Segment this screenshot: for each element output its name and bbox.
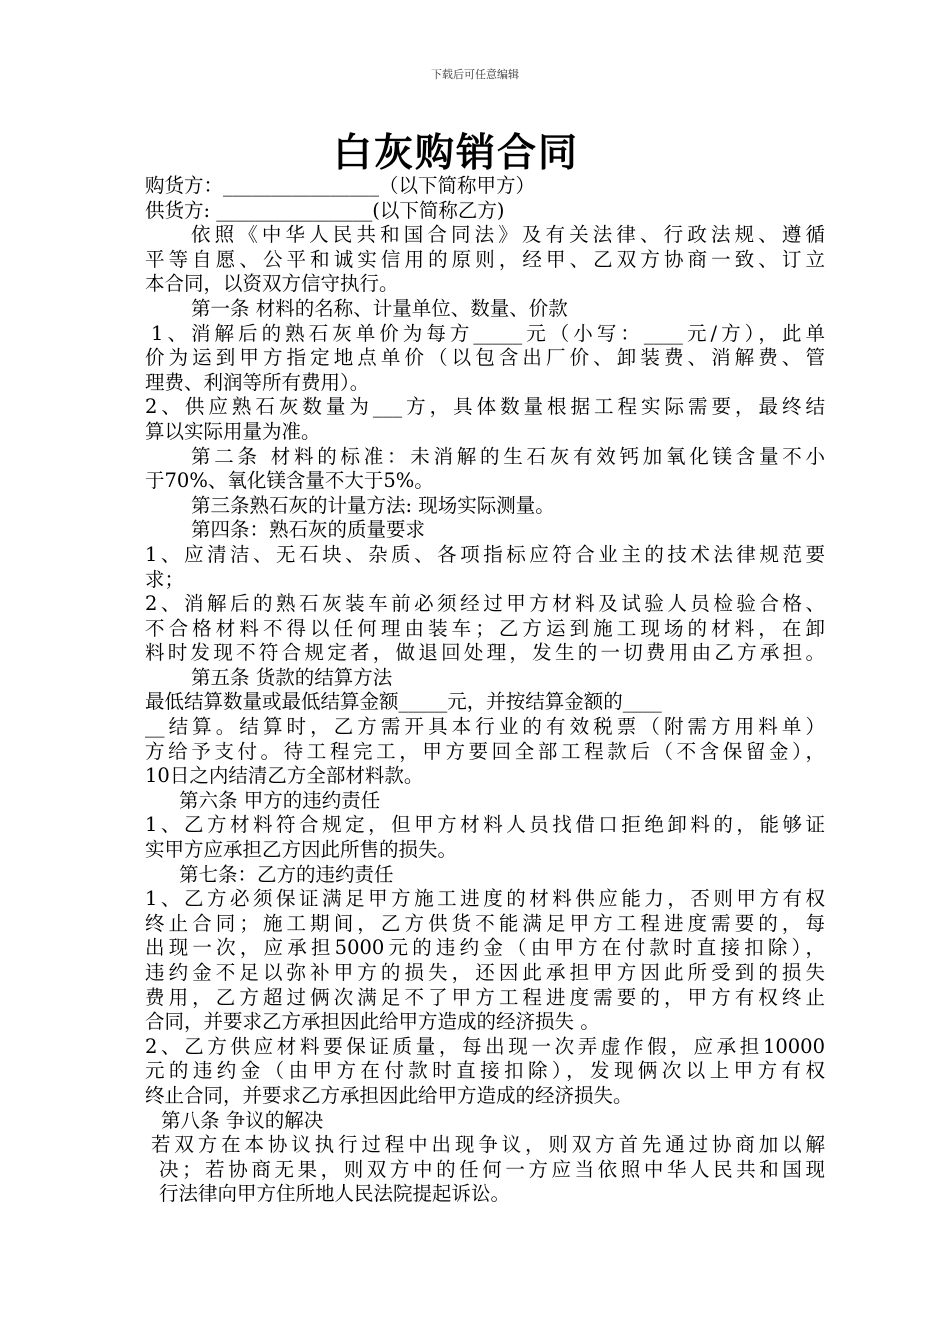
article-heading: 第四条：熟石灰的质量要求	[191, 518, 426, 542]
clause-line: 价为运到甲方指定地点单价（以包含出厂价、卸装费、消解费、管	[145, 346, 825, 370]
clause-line: 料时发现不符合规定者，做退回处理，发生的一切费用由乙方承担。	[145, 641, 825, 665]
clause-line: 终止合同；施工期间，乙方供货不能满足甲方工程进度需要的，每	[145, 911, 825, 935]
clause-line: 于70%、氧化镁含量不大于5%。	[145, 469, 434, 493]
clause-line: 元的违约金（由甲方在付款时直接扣除），发现俩次以上甲方有权	[145, 1059, 825, 1083]
page-title: 白灰购销合同	[332, 131, 579, 176]
article-heading: 第八条 争议的解决	[161, 1108, 324, 1132]
clause-line: 10日之内结清乙方全部材料款。	[145, 764, 424, 788]
article-heading: 第七条：乙方的违约责任	[179, 862, 394, 886]
preamble-line: 平等自愿、公平和诚实信用的原则，经甲、乙双方协商一致、订立	[145, 247, 825, 271]
clause-line: 算以实际用量为准。	[145, 419, 321, 443]
clause-line: 不合格材料不得以任何理由装车；乙方运到施工现场的材料，在卸	[145, 616, 825, 640]
clause-line: 1、乙方必须保证满足甲方施工进度的材料供应能力，否则甲方有权	[145, 887, 825, 911]
contract-body	[145, 174, 825, 1207]
clause-line: 1、乙方材料符合规定，但甲方材料人员找借口拒绝卸料的，能够证	[145, 813, 825, 837]
article-heading: 第五条 货款的结算方法	[191, 665, 393, 689]
clause-line: 费用，乙方超过俩次满足不了甲方工程进度需要的，甲方有权终止	[145, 985, 825, 1009]
clause-line: 合同，并要求乙方承担因此给甲方造成的经济损失 。	[145, 1010, 600, 1034]
article-heading: 第三条熟石灰的计量方法: 现场实际测量。	[191, 493, 555, 517]
clause-line: 2、消解后的熟石灰装车前必须经过甲方材料及试验人员检验合格、	[145, 592, 825, 616]
article-heading: 第六条 甲方的违约责任	[179, 788, 381, 812]
clause-line: 实甲方应承担乙方因此所售的损失。	[145, 838, 458, 862]
clause-line: __结算。结算时，乙方需开具本行业的有效税票（附需方用料单）	[145, 715, 825, 739]
clause-line: 2、供应熟石灰数量为___方，具体数量根据工程实际需要，最终结	[145, 395, 825, 419]
clause-line: 最低结算数量或最低结算金额_____元，并按结算金额的____	[145, 690, 662, 714]
header-note: 下载后可任意编辑	[431, 68, 519, 81]
preamble-line: 依照《中华人民共和国合同法》及有关法律、行政法规、遵循	[191, 223, 825, 247]
article-heading: 第二条 材料的标准：未消解的生石灰有效钙加氧化镁含量不小	[191, 444, 825, 468]
clause-line: 若双方在本协议执行过程中出现争议，则双方首先通过协商加以解	[151, 1133, 825, 1157]
clause-line: 决；若协商无果，则双方中的任何一方应当依照中华人民共和国现	[159, 1157, 825, 1181]
article-heading: 第一条 材料的名称、计量单位、数量、价款	[191, 296, 568, 320]
buyer-line: 购货方：________________（以下简称甲方）	[145, 174, 536, 197]
clause-line: 理费、利润等所有费用）。	[145, 370, 370, 394]
clause-line: 出现一次，应承担5000元的违约金（由甲方在付款时直接扣除），	[145, 936, 825, 960]
clause-line: 行法律向甲方住所地人民法院提起诉讼。	[159, 1182, 511, 1206]
clause-line: 违约金不足以弥补甲方的损失，还因此承担甲方因此所受到的损失	[145, 961, 825, 984]
supplier-line: 供货方: ________________(以下简称乙方)	[145, 198, 505, 222]
preamble-line: 本合同，以资双方信守执行。	[145, 272, 399, 296]
clause-line: 求；	[145, 567, 185, 591]
clause-line: 1、应清洁、无石块、杂质、各项指标应符合业主的技术法律规范要	[145, 542, 825, 566]
clause-line: 方给予支付。待工程完工，甲方要回全部工程款后（不含保留金），	[145, 739, 825, 763]
clause-line: 2、乙方供应材料要保证质量，每出现一次弄虚作假，应承担10000	[145, 1034, 825, 1058]
clause-line: 1、消解后的熟石灰单价为每方_____元（小写：____元/方），此单	[151, 321, 825, 345]
clause-line: 终止合同，并要求乙方承担因此给甲方造成的经济损失。	[145, 1083, 633, 1107]
